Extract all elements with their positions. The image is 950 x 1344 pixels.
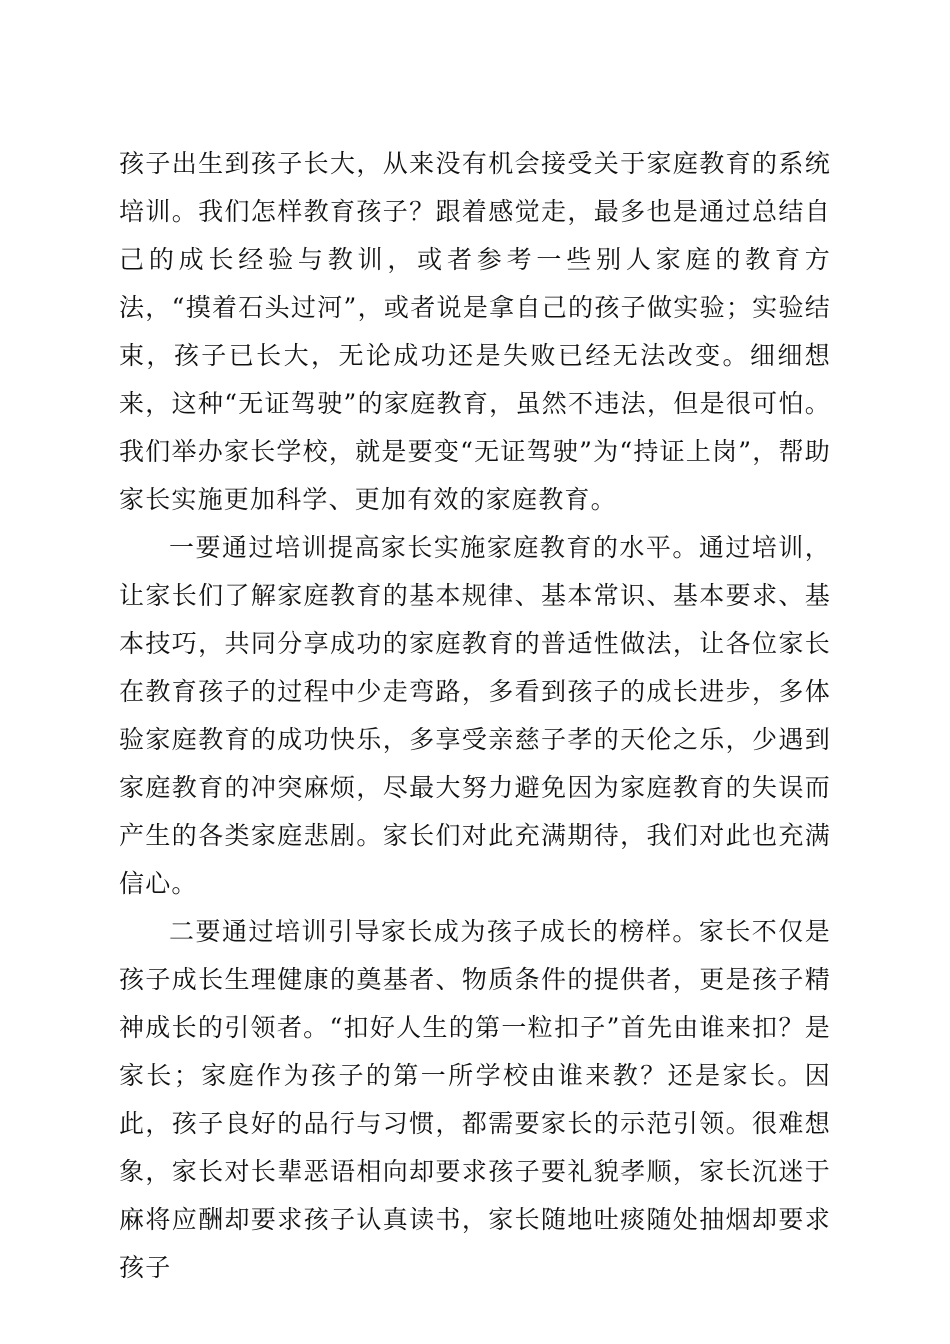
body-text xyxy=(119,140,831,1292)
paragraph-first-point: 一要通过培训提高家长实施家庭教育的水平。通过培训，让家长们了解家庭教育的基本规律、基本常识、基本要求、基本技巧，共同分享成功的家庭教育的普适性做法，让各位家长在教育孩子的过程中少走弯路，多看到孩子的成长进步，多体验家庭教育的成功快乐，多享受亲慈子孝的天伦之乐，少遇到家庭教育的冲突麻烦，尽最大努力避免因为家庭教育的失误而产生的各类家庭悲剧。家长们对此充满期待，我们对此也充满信心。 xyxy=(119,533,831,898)
paragraph-second-point: 二要通过培训引导家长成为孩子成长的榜样。家长不仅是孩子成长生理健康的奠基者、物质条件的提供者，更是孩子精神成长的引领者。“扣好人生的第一粒扣子”首先由谁来扣？是家长；家庭作为孩子的第一所学校由谁来教？还是家长。因此，孩子良好的品行与习惯，都需要家长的示范引领。很难想象，家长对长辈恶语相向却要求孩子要礼貌孝顺，家长沉迷于麻将应酬却要求孩子认真读书，家长随地吐痰随处抽烟却要求孩子 xyxy=(119,917,831,1282)
paragraph-continuation: 孩子出生到孩子长大，从来没有机会接受关于家庭教育的系统培训。我们怎样教育孩子？跟着感觉走，最多也是通过总结自己的成长经验与教训，或者参考一些别人家庭的教育方法，“摸着石头过河”，或者说是拿自己的孩子做实验；实验结束，孩子已长大，无论成功还是失败已经无法改变。细细想来，这种“无证驾驶”的家庭教育，虽然不违法，但是很可怕。我们举办家长学校，就是要变“无证驾驶”为“持证上岗”，帮助家长实施更加科学、更加有效的家庭教育。 xyxy=(119,149,831,514)
